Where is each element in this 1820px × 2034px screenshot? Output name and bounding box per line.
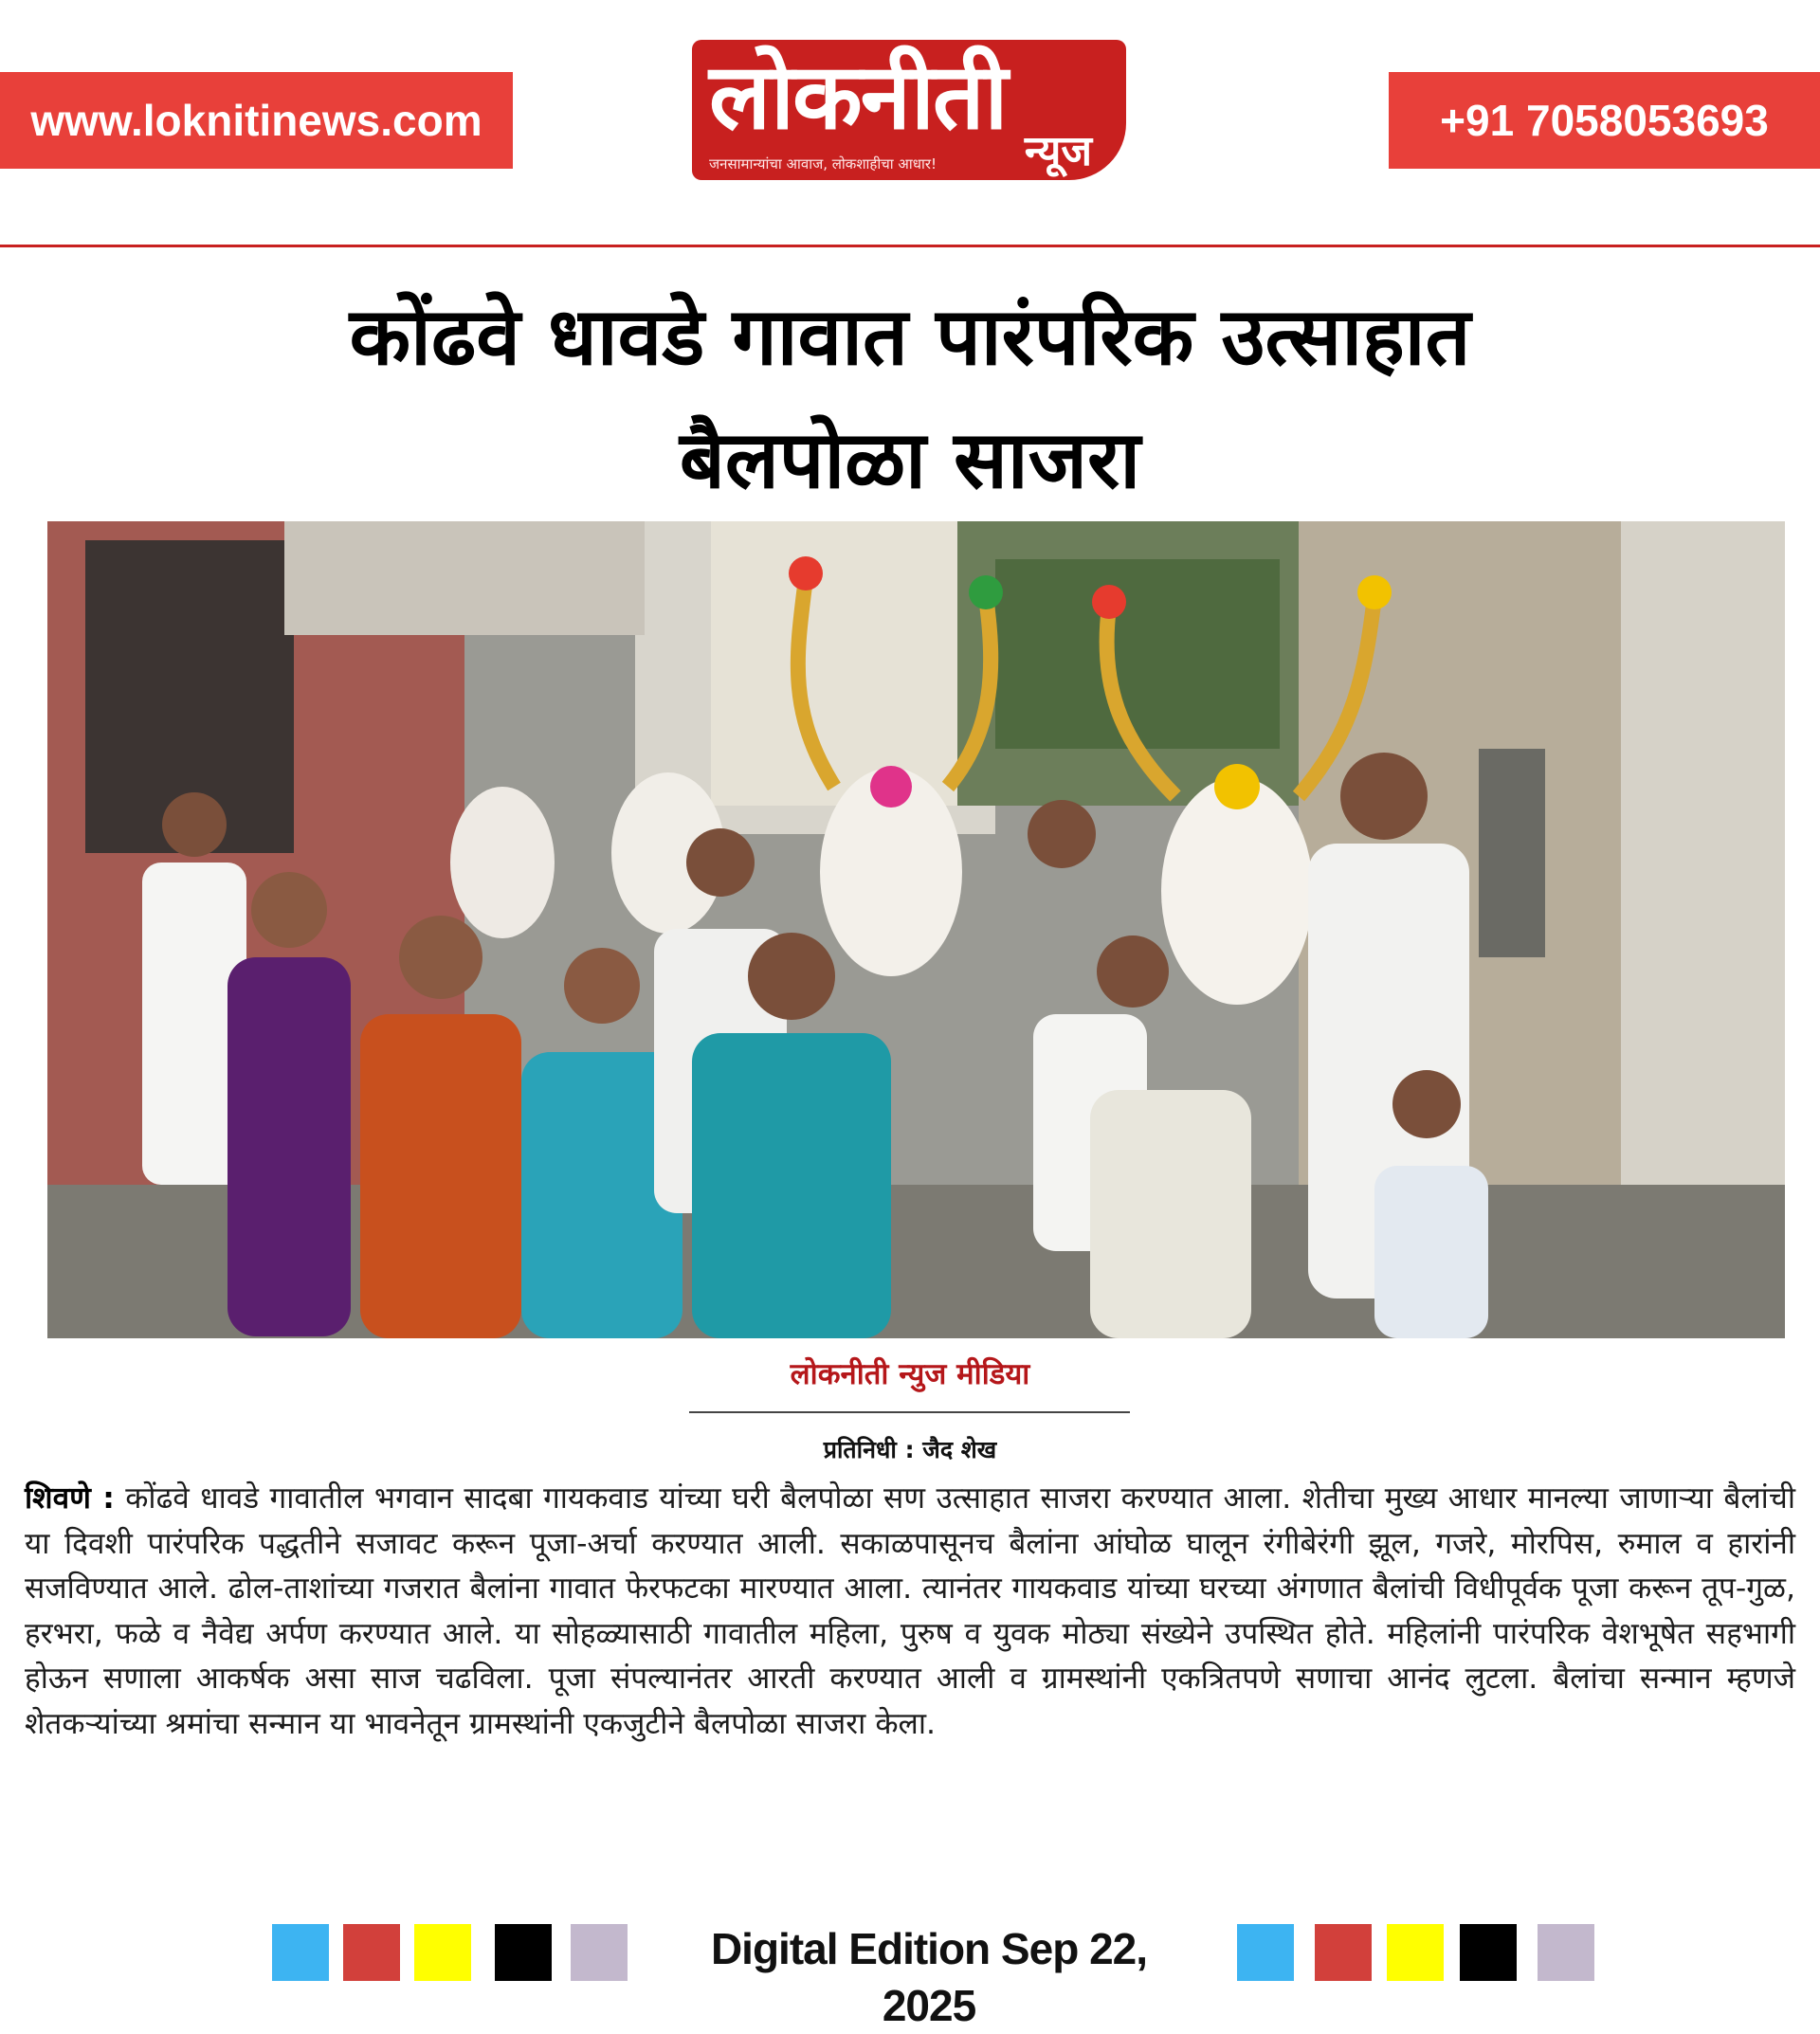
caption-divider (689, 1411, 1130, 1413)
phone-box[interactable] (1389, 72, 1820, 169)
headline-line-1: कोंढवे धावडे गावात पारंपरिक उत्साहात (349, 290, 1471, 383)
logo-tagline: जनसामान्यांचा आवाज, लोकशाहीचा आधार! (709, 155, 937, 173)
color-swatch-yellow (414, 1924, 471, 1981)
logo-sub: न्यूज (1024, 127, 1092, 175)
color-swatch-red-right (1315, 1924, 1372, 1981)
color-swatch-black (495, 1924, 552, 1981)
article-photo (47, 521, 1785, 1338)
website-link[interactable]: www.loknitinews.com (30, 96, 482, 145)
digital-edition-date: Digital Edition Sep 22, 2025 (710, 1924, 1148, 2030)
website-box[interactable] (0, 72, 513, 169)
phone-number[interactable]: +91 7058053693 (1440, 96, 1769, 145)
logo-title: लोकनीती (709, 44, 1007, 150)
header-divider (0, 245, 1820, 247)
color-swatch-lavender-right (1538, 1924, 1594, 1981)
color-swatch-lavender (571, 1924, 628, 1981)
color-swatch-black-right (1460, 1924, 1517, 1981)
byline: प्रतिनिधी : जैद शेख (823, 1436, 997, 1463)
dateline: शिवणे : (25, 1481, 115, 1516)
color-swatch-cyan-right (1237, 1924, 1294, 1981)
article-headline (57, 275, 1763, 521)
headline-line-2: बैलपोळा साजरा (679, 413, 1141, 506)
loknitinews-logo[interactable] (692, 40, 1126, 180)
footer (0, 1915, 1820, 2030)
color-swatch-yellow-right (1387, 1924, 1444, 1981)
color-swatch-cyan (272, 1924, 329, 1981)
photo-caption: लोकनीती न्युज मीडिया (790, 1357, 1030, 1391)
photo-illustration (47, 521, 1785, 1338)
article-body (25, 1477, 1795, 1747)
color-swatch-red (343, 1924, 400, 1981)
article-body-text: कोंढवे धावडे गावातील भगवान सादबा गायकवाड यांच्या घरी बैलपोळा सण उत्साहात साजरा करण्यात आला. शेतीचा मुख्य आधार मानल्या जाणाऱ्या बैलांची या दिवशी पारंपरिक पद्धतीने सजावट करून पूजा-अर्चा करण्यात आली. सकाळपासूनच बैलांना आंघोळ घालून रंगीबेरंगी झूल, गजरे, मोरपिस, रुमाल व हारांनी सजविण्यात आले. ढोल-ताशांच्या गजरात बैलांना गावात फेरफटका मारण्यात आला. त्यानंतर गायकवाड यांच्या घरच्या अंगणात बैलांची विधीपूर्वक पूजा करून तूप-गुळ, हरभरा, फळे व नैवेद्य अर्पण करण्यात आले. या सोहळ्यासाठी गावातील महिला, पुरुष व युवक मोठ्या संख्येने उपस्थित होते. महिलांनी पारंपरिक वेशभूषेत सहभागी होऊन सणाला आकर्षक असा साज चढविला. पूजा संपल्यानंतर आरती करण्यात आली व ग्रामस्थांनी एकत्रितपणे सणाचा आनंद लुटला. बैलांचा सन्मान म्हणजे शेतकऱ्यांच्या श्रमांचा सन्मान या भावनेतून ग्रामस्थांनी एकजुटीने बैलपोळा साजरा केला. (25, 1481, 1796, 1741)
